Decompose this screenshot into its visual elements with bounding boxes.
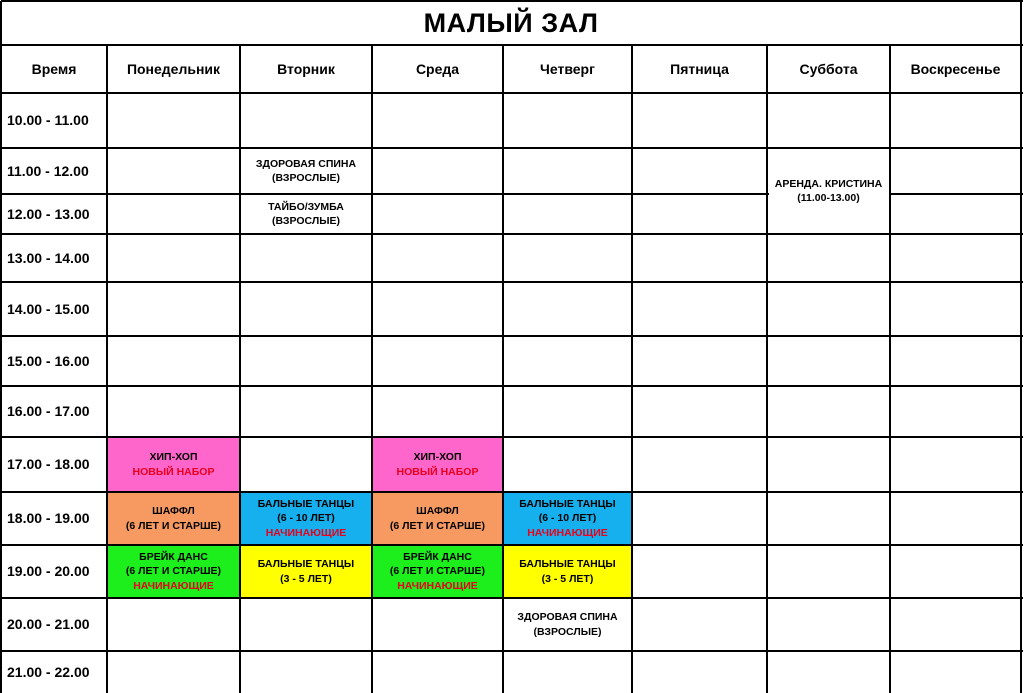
grid-line xyxy=(1,491,1023,493)
event-note: НАЧИНАЮЩИЕ xyxy=(265,526,347,539)
column-header: Воскресенье xyxy=(910,60,1001,77)
schedule-event[interactable] xyxy=(107,545,240,598)
schedule-event[interactable] xyxy=(240,194,372,234)
schedule-event[interactable] xyxy=(240,545,372,598)
schedule-event[interactable] xyxy=(107,437,240,492)
event-line: (3 - 5 ЛЕТ) xyxy=(280,572,332,585)
time-slot-label: 17.00 - 18.00 xyxy=(7,456,90,473)
time-slot-label: 11.00 - 12.00 xyxy=(7,162,89,179)
column-header: Понедельник xyxy=(126,60,221,77)
event-note: НАЧИНАЮЩИЕ xyxy=(133,579,214,592)
grid-line xyxy=(766,45,768,693)
grid-line xyxy=(890,193,1023,195)
event-line: (ВЗРОСЛЫЕ) xyxy=(533,625,602,638)
event-note: НОВЫЙ НАБОР xyxy=(396,465,479,478)
event-line: (6 ЛЕТ И СТАРШЕ) xyxy=(389,565,486,578)
time-slot-label: 15.00 - 16.00 xyxy=(7,352,90,369)
event-line: (ВЗРОСЛЫЕ) xyxy=(271,215,341,227)
column-header: Среда xyxy=(415,60,460,77)
event-line: БРЕЙК ДАНС xyxy=(139,551,208,564)
event-line: ШАФФЛ xyxy=(152,505,195,518)
grid-line xyxy=(1,0,1023,2)
grid-line xyxy=(1,193,769,195)
time-slot-label: 19.00 - 20.00 xyxy=(7,563,90,580)
event-line: ЗДОРОВАЯ СПИНА xyxy=(255,157,357,170)
grid-line xyxy=(1,281,1023,283)
event-line: ЗДОРОВАЯ СПИНА xyxy=(517,611,618,624)
grid-line xyxy=(371,45,373,693)
column-header: Четверг xyxy=(540,60,595,77)
event-line: ТАЙБО/ЗУМБА xyxy=(268,200,344,213)
grid-line xyxy=(889,45,891,693)
event-line: ХИП-ХОП xyxy=(149,451,198,464)
grid-line xyxy=(1,233,1023,235)
event-line: БАЛЬНЫЕ ТАНЦЫ xyxy=(257,558,355,571)
schedule-event[interactable] xyxy=(372,545,503,598)
grid-line xyxy=(106,45,108,693)
grid-line xyxy=(1,436,1023,438)
time-slot-label: 16.00 - 17.00 xyxy=(7,403,90,420)
schedule-event[interactable] xyxy=(767,148,890,234)
time-slot-label: 14.00 - 15.00 xyxy=(7,300,90,317)
grid-line xyxy=(239,45,241,693)
grid-line xyxy=(1,92,1023,94)
schedule-event[interactable] xyxy=(503,598,632,651)
schedule-title: МАЛЫЙ ЗАЛ xyxy=(423,7,599,38)
schedule-event[interactable] xyxy=(503,492,632,545)
grid-line xyxy=(1,44,1023,46)
grid-line xyxy=(1,385,1023,387)
grid-line xyxy=(1,650,1023,652)
grid-line xyxy=(1,147,1023,149)
event-line: (6 ЛЕТ И СТАРШЕ) xyxy=(389,519,486,532)
event-line: (ВЗРОСЛЫЕ) xyxy=(271,172,341,184)
time-slot-label: 13.00 - 14.00 xyxy=(7,249,90,266)
column-header: Пятница xyxy=(670,60,729,77)
column-header: Вторник xyxy=(277,60,335,77)
event-line: (6 - 10 ЛЕТ) xyxy=(277,512,335,525)
event-line: (11.00-13.00) xyxy=(797,192,860,204)
grid-line xyxy=(1,335,1023,337)
schedule-event[interactable] xyxy=(372,437,503,492)
grid-line xyxy=(0,1,2,693)
event-note: НАЧИНАЮЩИЕ xyxy=(397,579,478,592)
event-line: БАЛЬНЫЕ ТАНЦЫ xyxy=(519,558,616,571)
event-line: БРЕЙК ДАНС xyxy=(403,551,472,564)
schedule-event[interactable] xyxy=(240,492,372,545)
grid-line xyxy=(1,597,1023,599)
event-line: (6 - 10 ЛЕТ) xyxy=(538,512,597,525)
time-slot-label: 10.00 - 11.00 xyxy=(7,112,89,129)
time-slot-label: 18.00 - 19.00 xyxy=(7,510,90,527)
column-header: Суббота xyxy=(799,60,858,77)
schedule-event[interactable] xyxy=(107,492,240,545)
event-line: (6 ЛЕТ И СТАРШЕ) xyxy=(125,565,222,578)
schedule-event[interactable] xyxy=(372,492,503,545)
event-line: ШАФФЛ xyxy=(416,505,459,518)
event-line: (3 - 5 ЛЕТ) xyxy=(541,572,594,585)
event-line: БАЛЬНЫЕ ТАНЦЫ xyxy=(519,498,616,511)
time-slot-label: 20.00 - 21.00 xyxy=(7,616,90,633)
grid-line xyxy=(502,45,504,693)
event-line: АРЕНДА. КРИСТИНА xyxy=(774,177,883,190)
event-line: (6 ЛЕТ И СТАРШЕ) xyxy=(125,519,222,532)
event-note: НАЧИНАЮЩИЕ xyxy=(527,526,608,539)
time-slot-label: 12.00 - 13.00 xyxy=(7,205,90,222)
schedule-event[interactable] xyxy=(240,148,372,194)
event-note: НОВЫЙ НАБОР xyxy=(132,465,215,478)
grid-line xyxy=(631,45,633,693)
event-line: ХИП-ХОП xyxy=(413,451,462,464)
event-line: БАЛЬНЫЕ ТАНЦЫ xyxy=(257,498,355,511)
schedule-event[interactable] xyxy=(503,545,632,598)
grid-line xyxy=(1020,1,1022,693)
time-slot-label: 21.00 - 22.00 xyxy=(7,663,90,680)
column-header: Время xyxy=(31,60,77,77)
grid-line xyxy=(1,544,1023,546)
